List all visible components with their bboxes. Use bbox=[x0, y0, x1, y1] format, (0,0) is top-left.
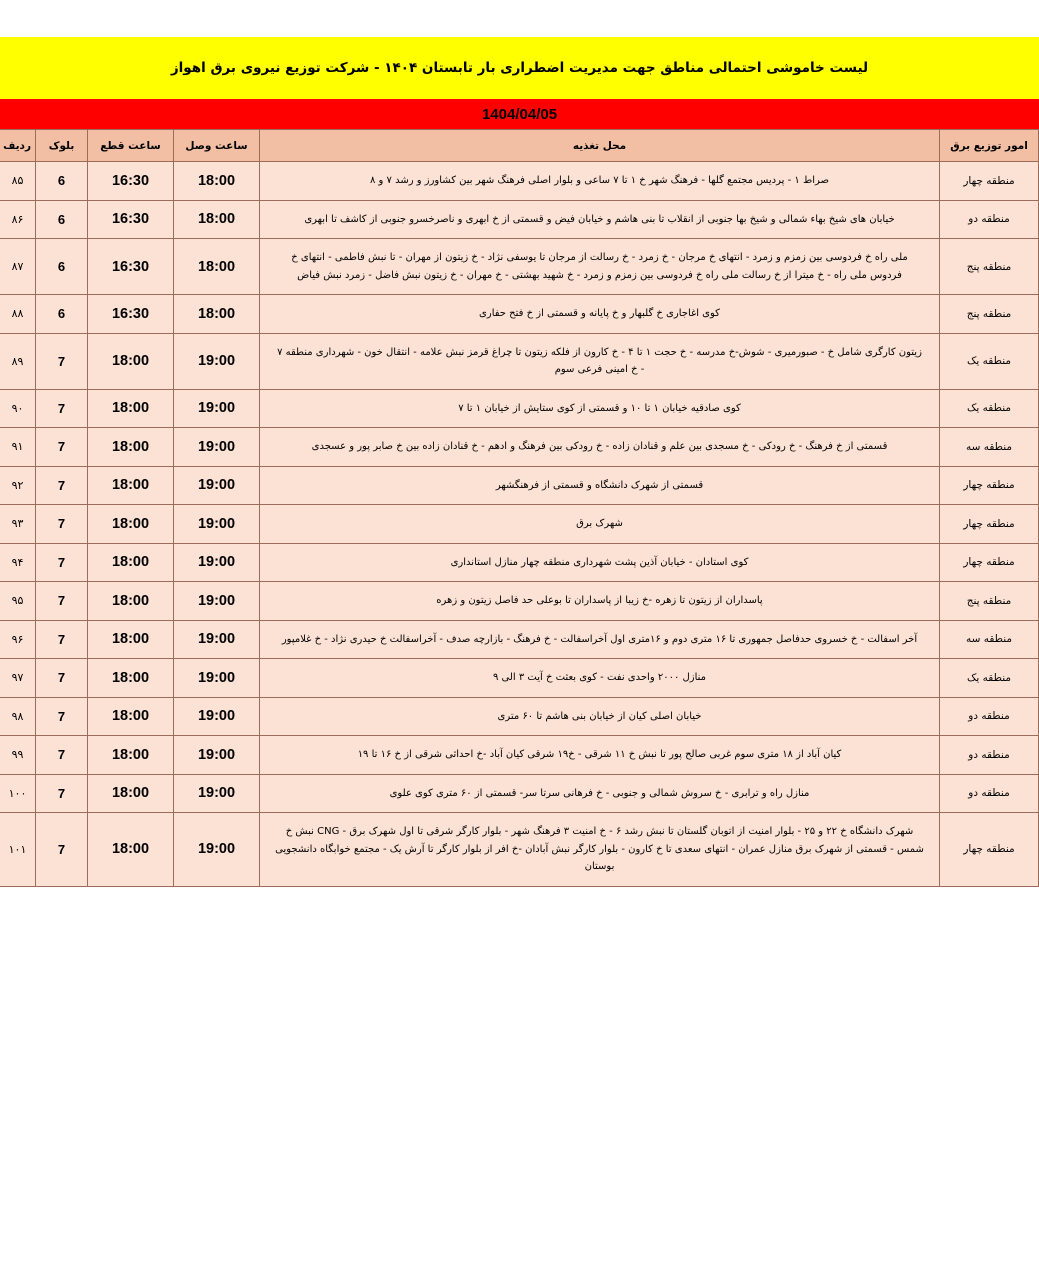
cell-block: 7 bbox=[36, 389, 88, 428]
cell-area: منطقه دو bbox=[940, 774, 1039, 813]
cell-restore-time: 19:00 bbox=[174, 774, 260, 813]
cell-area: منطقه دو bbox=[940, 200, 1039, 239]
table-row bbox=[0, 774, 1039, 813]
cell-restore-time: 19:00 bbox=[174, 659, 260, 698]
cell-area: منطقه چهار bbox=[940, 813, 1039, 887]
cell-cut-time: 16:30 bbox=[88, 239, 174, 295]
table-row bbox=[0, 466, 1039, 505]
cell-location: شهرک برق bbox=[260, 505, 940, 544]
cell-cut-time: 18:00 bbox=[88, 774, 174, 813]
cell-row-number: ۱۰۰ bbox=[0, 774, 36, 813]
header-row bbox=[0, 130, 1039, 162]
cell-location: کیان آباد از ۱۸ متری سوم غربی صالح پور تا نبش خ ۱۱ شرقی - خ۱۹ شرقی کیان آباد -خ احداثی شرقی از خ ۱۶ تا ۱۹ bbox=[260, 736, 940, 775]
cell-block: 7 bbox=[36, 466, 88, 505]
column-header-block: بلوک bbox=[36, 130, 88, 162]
cell-restore-time: 19:00 bbox=[174, 428, 260, 467]
table-row bbox=[0, 582, 1039, 621]
cell-row-number: ۹۸ bbox=[0, 697, 36, 736]
cell-restore-time: 19:00 bbox=[174, 333, 260, 389]
cell-row-number: ۸۵ bbox=[0, 162, 36, 201]
table-body bbox=[0, 162, 1039, 887]
table-row bbox=[0, 162, 1039, 201]
cell-block: 7 bbox=[36, 428, 88, 467]
cell-location: پاسداران از زیتون تا زهره -خ زیبا از پاسداران تا بوعلی حد فاصل زیتون و زهره bbox=[260, 582, 940, 621]
cell-cut-time: 18:00 bbox=[88, 428, 174, 467]
cell-cut-time: 18:00 bbox=[88, 697, 174, 736]
table-row bbox=[0, 736, 1039, 775]
cell-area: منطقه چهار bbox=[940, 505, 1039, 544]
cell-area: منطقه سه bbox=[940, 620, 1039, 659]
cell-block: 7 bbox=[36, 620, 88, 659]
title-banner bbox=[0, 37, 1039, 99]
cell-location: منازل ۲۰۰۰ واحدی نفت - کوی بعثت خ آیت ۳ الی ۹ bbox=[260, 659, 940, 698]
cell-cut-time: 16:30 bbox=[88, 295, 174, 334]
cell-block: 7 bbox=[36, 697, 88, 736]
cell-area: منطقه یک bbox=[940, 389, 1039, 428]
cell-row-number: ۹۱ bbox=[0, 428, 36, 467]
cell-restore-time: 19:00 bbox=[174, 543, 260, 582]
cell-location: ملی راه خ فردوسی بین زمزم و زمرد - انتهای خ مرجان - خ زمرد - خ رسالت از مرجان تا یوسفی نژاد - خ زیتون از مهران - تا نبش فاطمی - انتهای خ فردوس ملی راه - خ میترا از خ رسالت ملی راه خ فردوسی بین زمزم و زمرد - خ شهید بهشتی - خ مهران - خ زیتون نبش فاضل - زمرد نبش فیاض bbox=[260, 239, 940, 295]
cell-restore-time: 19:00 bbox=[174, 736, 260, 775]
cell-block: 7 bbox=[36, 774, 88, 813]
cell-location: خیابان اصلی کیان از خیابان بنی هاشم تا ۶۰ متری bbox=[260, 697, 940, 736]
cell-block: 6 bbox=[36, 295, 88, 334]
column-header-restore-time: ساعت وصل bbox=[174, 130, 260, 162]
cell-area: منطقه پنج bbox=[940, 295, 1039, 334]
cell-row-number: ۹۲ bbox=[0, 466, 36, 505]
table-row bbox=[0, 389, 1039, 428]
table-row bbox=[0, 813, 1039, 887]
cell-area: منطقه یک bbox=[940, 659, 1039, 698]
table-row bbox=[0, 428, 1039, 467]
cell-row-number: ۸۸ bbox=[0, 295, 36, 334]
cell-cut-time: 18:00 bbox=[88, 505, 174, 544]
column-header-row-number: ردیف bbox=[0, 130, 36, 162]
cell-cut-time: 16:30 bbox=[88, 162, 174, 201]
cell-block: 7 bbox=[36, 333, 88, 389]
cell-block: 6 bbox=[36, 162, 88, 201]
cell-block: 7 bbox=[36, 582, 88, 621]
cell-area: منطقه سه bbox=[940, 428, 1039, 467]
cell-row-number: ۸۹ bbox=[0, 333, 36, 389]
table-row bbox=[0, 333, 1039, 389]
cell-row-number: ۹۰ bbox=[0, 389, 36, 428]
cell-row-number: ۹۳ bbox=[0, 505, 36, 544]
table-row bbox=[0, 505, 1039, 544]
cell-row-number: ۹۹ bbox=[0, 736, 36, 775]
table-row bbox=[0, 620, 1039, 659]
column-header-cut-time: ساعت قطع bbox=[88, 130, 174, 162]
cell-location: قسمتی از خ فرهنگ - خ رودکی - خ مسجدی بین علم و قنادان زاده - خ رودکی بین فرهنگ و ادهم - خ قنادان زاده بین خ صابر پور و عسجدی bbox=[260, 428, 940, 467]
cell-cut-time: 18:00 bbox=[88, 389, 174, 428]
cell-block: 7 bbox=[36, 659, 88, 698]
table-row bbox=[0, 697, 1039, 736]
cell-row-number: ۱۰۱ bbox=[0, 813, 36, 887]
cell-cut-time: 16:30 bbox=[88, 200, 174, 239]
cell-block: 7 bbox=[36, 813, 88, 887]
cell-row-number: ۸۶ bbox=[0, 200, 36, 239]
cell-location: شهرک دانشگاه خ ۲۲ و ۲۵ - بلوار امنیت از اتوبان گلستان تا نبش رشد ۶ - خ امنیت ۳ فرهنگ شهر - بلوار کارگر شرقی تا اول شهرک برق - CNG نبش خ شمس - قسمتی از شهرک برق منازل عمران - انتهای سعدی تا خ کارون - بلوار کارگر نبش آبادان -خ افر از بلوار کارگر تا آرش یک - مجتمع خوابگاه دانشجویی بوستان bbox=[260, 813, 940, 887]
cell-area: منطقه چهار bbox=[940, 543, 1039, 582]
cell-block: 7 bbox=[36, 543, 88, 582]
cell-row-number: ۹۵ bbox=[0, 582, 36, 621]
cell-cut-time: 18:00 bbox=[88, 543, 174, 582]
table-row bbox=[0, 543, 1039, 582]
outage-schedule-table bbox=[0, 129, 1039, 887]
column-header-location: محل تغذیه bbox=[260, 130, 940, 162]
cell-cut-time: 18:00 bbox=[88, 620, 174, 659]
cell-area: منطقه پنج bbox=[940, 239, 1039, 295]
cell-cut-time: 18:00 bbox=[88, 582, 174, 621]
cell-restore-time: 19:00 bbox=[174, 813, 260, 887]
cell-row-number: ۸۷ bbox=[0, 239, 36, 295]
cell-location: آخر اسفالت - خ خسروی حدفاصل جمهوری تا ۱۶ متری دوم و ۱۶متری اول آخراسفالت - خ فرهنگ - بازارچه صدف - آخراسفالت خ حیدری نژاد - خ غلامپور bbox=[260, 620, 940, 659]
column-header-area: امور توزیع برق bbox=[940, 130, 1039, 162]
cell-restore-time: 19:00 bbox=[174, 466, 260, 505]
cell-cut-time: 18:00 bbox=[88, 659, 174, 698]
cell-restore-time: 19:00 bbox=[174, 389, 260, 428]
cell-cut-time: 18:00 bbox=[88, 736, 174, 775]
cell-cut-time: 18:00 bbox=[88, 333, 174, 389]
cell-location: زیتون کارگری شامل خ - صبورمیری - شوش-خ مدرسه - خ حجت ۱ تا ۴ - خ کارون از فلکه زیتون تا چراغ قرمز نبش علامه - انتقال خون - شهرداری منطقه ۷ - خ امینی فرعی سوم bbox=[260, 333, 940, 389]
cell-block: 7 bbox=[36, 505, 88, 544]
cell-row-number: ۹۷ bbox=[0, 659, 36, 698]
table-row bbox=[0, 659, 1039, 698]
cell-location: کوی صادقیه خیابان ۱ تا ۱۰ و قسمتی از کوی ستایش از خیابان ۱ تا ۷ bbox=[260, 389, 940, 428]
cell-cut-time: 18:00 bbox=[88, 813, 174, 887]
cell-restore-time: 19:00 bbox=[174, 582, 260, 621]
date-banner bbox=[0, 99, 1039, 129]
cell-cut-time: 18:00 bbox=[88, 466, 174, 505]
cell-row-number: ۹۶ bbox=[0, 620, 36, 659]
cell-area: منطقه دو bbox=[940, 697, 1039, 736]
cell-restore-time: 18:00 bbox=[174, 295, 260, 334]
cell-block: 7 bbox=[36, 736, 88, 775]
cell-location: صراط ۱ - پردیس مجتمع گلها - فرهنگ شهر خ ۱ تا ۷ ساعی و بلوار اصلی فرهنگ شهر بین کشاورز و رشد ۷ و ۸ bbox=[260, 162, 940, 201]
cell-area: منطقه پنج bbox=[940, 582, 1039, 621]
cell-location: کوی استادان - خیابان آذین پشت شهرداری منطقه چهار منازل استانداری bbox=[260, 543, 940, 582]
cell-location: منازل راه و ترابری - خ سروش شمالی و جنوبی - خ فرهانی سرتا سر- قسمتی از ۶۰ متری کوی علوی bbox=[260, 774, 940, 813]
cell-area: منطقه یک bbox=[940, 333, 1039, 389]
cell-restore-time: 18:00 bbox=[174, 162, 260, 201]
cell-block: 6 bbox=[36, 239, 88, 295]
cell-location: خیابان های شیخ بهاء شمالی و شیخ بها جنوبی از انقلاب تا بنی هاشم و خیابان فیض و قسمتی از خ ابهری و ناصرخسرو جنوبی از کاشف تا ابهری bbox=[260, 200, 940, 239]
cell-location: قسمتی از شهرک دانشگاه و قسمتی از فرهنگشهر bbox=[260, 466, 940, 505]
cell-restore-time: 18:00 bbox=[174, 239, 260, 295]
cell-area: منطقه دو bbox=[940, 736, 1039, 775]
cell-restore-time: 18:00 bbox=[174, 200, 260, 239]
table-row bbox=[0, 239, 1039, 295]
cell-restore-time: 19:00 bbox=[174, 697, 260, 736]
table-row bbox=[0, 295, 1039, 334]
cell-row-number: ۹۴ bbox=[0, 543, 36, 582]
cell-location: کوی اغاجاری خ گلبهار و خ پایانه و قسمتی از خ فتح حفاری bbox=[260, 295, 940, 334]
cell-restore-time: 19:00 bbox=[174, 620, 260, 659]
page-title: لیست خاموشی احتمالی مناطق جهت مدیریت اضطراری بار تابستان ۱۴۰۴ - شرکت توزیع نیروی برق اهواز bbox=[170, 59, 869, 76]
cell-block: 6 bbox=[36, 200, 88, 239]
schedule-date: 1404/04/05 bbox=[481, 105, 558, 123]
cell-area: منطقه چهار bbox=[940, 466, 1039, 505]
cell-area: منطقه چهار bbox=[940, 162, 1039, 201]
table-row bbox=[0, 200, 1039, 239]
cell-restore-time: 19:00 bbox=[174, 505, 260, 544]
table-header bbox=[0, 130, 1039, 162]
